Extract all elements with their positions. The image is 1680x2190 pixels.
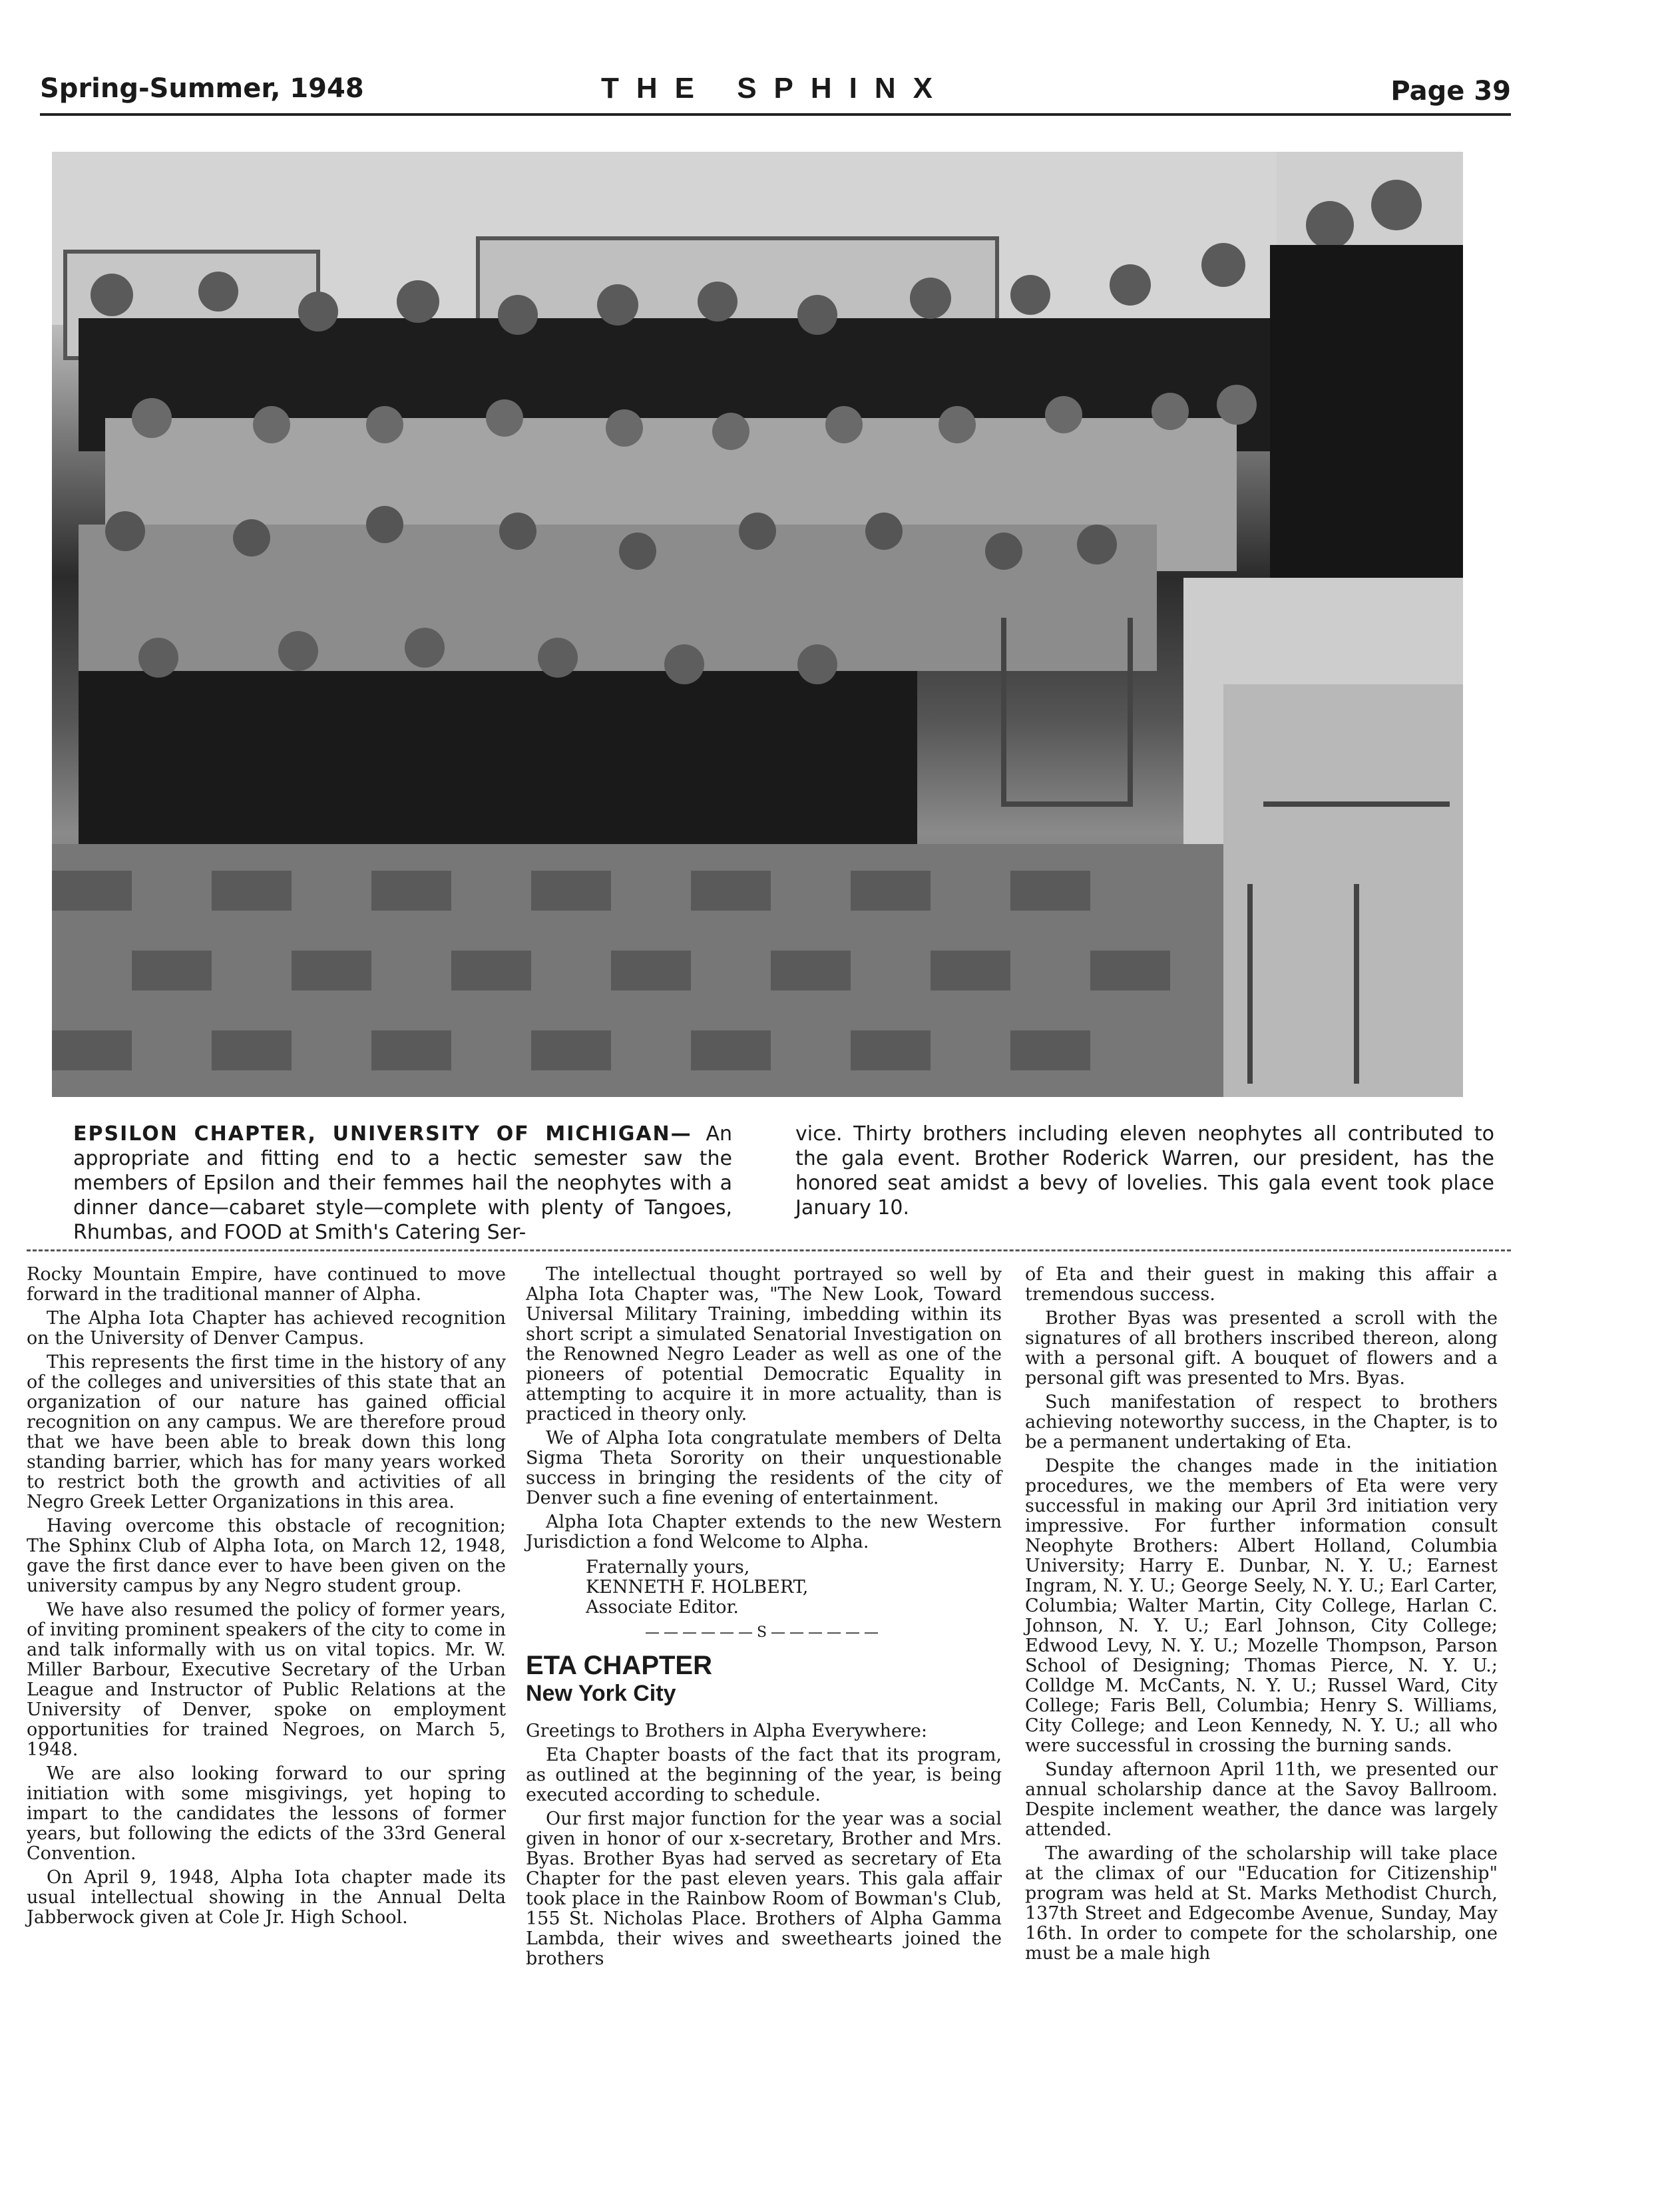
paragraph: On April 9, 1948, Alpha Iota chapter made its usual intellectual showing in the Annual Delta Jabberwock given at Cole Jr. High School.	[27, 1867, 506, 1928]
signer-name: KENNETH F. HOLBERT,	[586, 1577, 809, 1598]
photo-caption-left	[73, 1122, 732, 1245]
issue-date: Spring-Summer, 1948	[40, 73, 364, 104]
paragraph: We are also looking forward to our spring initiation with some misgivings, yet hoping to impart to the candidates the lessons of former years, but following the edicts of the 33rd General Convention.	[27, 1763, 506, 1864]
running-header	[40, 67, 1511, 120]
photo-caption-right: vice. Thirty brothers including eleven neophytes all contributed to the gala event. Brother Roderick Warren, our president, has the honored seat amidst a bevy of lovelies. This gala event took place January 10.	[795, 1122, 1494, 1219]
group-photo-illustration	[52, 152, 1463, 1097]
column-3	[1025, 1265, 1498, 1968]
publication-title: THE SPHINX	[600, 72, 950, 105]
paragraph: Rocky Mountain Empire, have continued to move forward in the traditional manner of Alpha.	[27, 1264, 506, 1305]
group-photo	[52, 152, 1463, 1097]
paragraph: We of Alpha Iota congratulate members of Delta Sigma Theta Sorority on their unquestionable success in bringing the residents of the city of Denver such a fine evening of entertainment.	[526, 1428, 1002, 1508]
caption-text-left: An appropriate and fitting end to a hectic semester saw the members of Epsilon and their femmes hail the neophytes with a dinner dance—cabaret style—complete with plenty of Tangoes, Rhumbas, and FOOD at Smith's Catering Ser-	[73, 1122, 732, 1244]
closing: Fraternally yours,	[586, 1557, 750, 1578]
paragraph: Despite the changes made in the initiation procedures, we the members of Eta were very successful in making our April 3rd initiation very impressive. For further information consult Neophyte Brothers: Albert Holland, Columbia University; Harry E. Dunbar, N. Y. U.; Earnest Ingram, N. Y. U.; George Seely, N. Y. U.; Earl Carter, Columbia; Walter Martin, City College, Harlan C. Johnson, N. Y. U.; Earl Johnson, City College; Edwood Levy, N. Y. U.; Mozelle Thompson, Parson School of Designing; Thomas Pierce, N. Y. U.; Colldge M. McCants, N. Y. U.; Russel Ward, City College; Faris Bell, Columbia; Henry S. Williams, City College; and Leon Kennedy, N. Y. U.; all who were successful in crossing the burning sands.	[1025, 1456, 1498, 1756]
caption-heading: EPSILON CHAPTER, UNIVERSITY OF MICHIGAN—	[73, 1122, 692, 1146]
paragraph: Our first major function for the year was a social given in honor of our x-secretary, Brother and Mrs. Byas. Brother Byas had served as secretary of Eta Chapter for the past eleven years. This gala affair took place in the Rainbow Room of Bowman's Club, 155 St. Nicholas Place. Brothers of Alpha Gamma Lambda, their wives and sweethearts joined the brothers	[526, 1809, 1002, 1969]
paragraph: This represents the first time in the history of any of the colleges and universities of this state that an organization of our nature has gained official recognition on any campus. We are therefore proud that we have been able to break down this long standing barrier, which has for many years worked to restrict both the growth and activities of all Negro Greek Letter Organizations in this area.	[27, 1352, 506, 1512]
paragraph: The awarding of the scholarship will take place at the climax of our "Education for Citizenship" program was held at St. Marks Methodist Church, 137th Street and Edgecombe Avenue, Sunday, May 16th. In order to compete for the scholarship, one must be a male high	[1025, 1843, 1498, 1964]
header-rule	[40, 113, 1511, 116]
paragraph: The Alpha Iota Chapter has achieved recognition on the University of Denver Campus.	[27, 1308, 506, 1349]
paragraph: Having overcome this obstacle of recognition; The Sphinx Club of Alpha Iota, on March 12, 1948, gave the first dance ever to have been given on the university campus by any Negro student group.	[27, 1516, 506, 1596]
paragraph: Alpha Iota Chapter extends to the new Western Jurisdiction a fond Welcome to Alpha.	[526, 1512, 1002, 1552]
section-separator: ——————S——————	[644, 1624, 883, 1641]
paragraph: of Eta and their guest in making this affair a tremendous success.	[1025, 1264, 1498, 1305]
signature-block	[586, 1558, 1002, 1618]
greeting: Greetings to Brothers in Alpha Everywhere:	[526, 1721, 927, 1741]
column-1	[27, 1265, 506, 1932]
column-2	[526, 1265, 1002, 1973]
signer-title: Associate Editor.	[586, 1597, 739, 1618]
paragraph: We have also resumed the policy of former years, of inviting prominent speakers of the city to come in and talk informally with us on vital topics. Mr. W. Miller Barbour, Executive Secretary of the Urban League and Instructor of Public Relations at the University of Denver, spoke on employment opportunities for trained Negroes, on March 5, 1948.	[27, 1600, 506, 1760]
eta-chapter-subheading: New York City	[526, 1681, 676, 1706]
page-number: Page 39	[1390, 76, 1511, 107]
paragraph: Brother Byas was presented a scroll with the signatures of all brothers inscribed thereon, along with a personal gift. A bouquet of flowers and a personal gift was presented to Mrs. Byas.	[1025, 1308, 1498, 1389]
paragraph: Such manifestation of respect to brothers achieving noteworthy success, in the Chapter, is to be a permanent undertaking of Eta.	[1025, 1392, 1498, 1452]
paragraph: Sunday afternoon April 11th, we presented our annual scholarship dance at the Savoy Ballroom. Despite inclement weather, the dance was largely attended.	[1025, 1759, 1498, 1840]
eta-chapter-heading: ETA CHAPTER	[526, 1651, 712, 1680]
paragraph: The intellectual thought portrayed so well by Alpha Iota Chapter was, "The New Look, Toward Universal Military Training, imbedding within its short script a simulated Senatorial Investigation on the Renowned Negro Leader as well as one of the pioneers of potential Democratic Equality in attempting to acquire it in more actuality, than is practiced in theory only.	[526, 1264, 1002, 1424]
paragraph: Eta Chapter boasts of the fact that its program, as outlined at the beginning of the year, is being executed according to schedule.	[526, 1745, 1002, 1805]
caption-divider	[27, 1249, 1511, 1251]
